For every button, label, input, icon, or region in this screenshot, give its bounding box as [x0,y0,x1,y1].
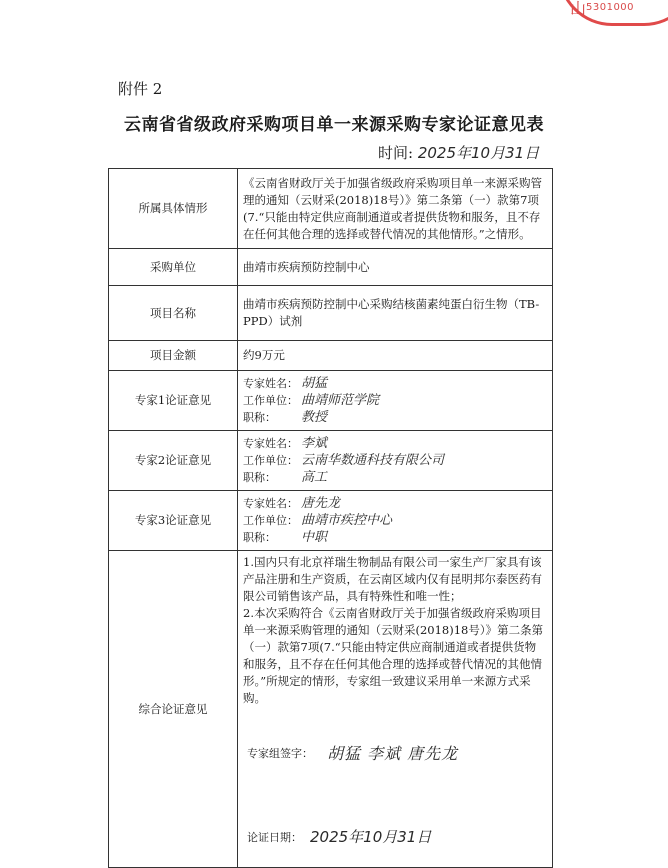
review-date-line [247,829,431,846]
time-label: 时间: [378,144,414,162]
opinion-form-table [108,168,553,868]
expert2-unit-key: 工作单位： [243,454,298,467]
expert1-name-key: 专家姓名： [243,377,298,390]
time-line [378,142,539,163]
expert2-unit: 云南华数通科技有限公司 [301,453,445,468]
project-name-row [109,286,553,341]
amount-label: 项目金额 [109,341,238,371]
unit-label: 采购单位 [109,249,238,286]
expert3-unit-key: 工作单位： [243,514,298,527]
expert3-title: 中职 [301,530,328,545]
expert3-name: 唐先龙 [301,496,341,511]
seal-number: 5301000 [586,2,635,13]
expert2-title: 高工 [301,470,328,485]
situation-text: 《云南省财政厅关于加强省级政府采购项目单一来源采购管理的通知（云财采(2018)18号）》第二条第（一）款第7项(7.“只能由特定供应商制通道或者提供货物和服务，且不存在任何其他合理的选择或替代情况的其他情形。”之情形。 [238,169,553,249]
project-name-label: 项目名称 [109,286,238,341]
expert2-label: 专家2论证意见 [109,431,238,491]
expert3-name-key: 专家姓名： [243,497,298,510]
expert2-title-key: 职称： [243,471,276,484]
expert1-unit-key: 工作单位： [243,394,298,407]
amount-row [109,341,553,371]
expert1-title-key: 职称： [243,411,276,424]
amount-value: 约9万元 [238,341,553,371]
group-signature-line [247,745,458,762]
attachment-label: 附件 2 [118,80,163,98]
summary-content [238,551,553,868]
document-title: 云南省省级政府采购项目单一来源采购专家论证意见表 [124,115,544,135]
situation-row [109,169,553,249]
expert1-unit: 曲靖师范学院 [301,393,380,408]
situation-label: 所属具体情形 [109,169,238,249]
group-signatures: 胡猛 李斌 唐先龙 [327,744,459,763]
review-date: 2025年10月31日 [310,828,432,846]
unit-value: 曲靖市疾病预防控制中心 [238,249,553,286]
expert3-title-key: 职称： [243,531,276,544]
summary-point-1: 1.国内只有北京祥瑞生物制品有限公司一家生产厂家具有该产品注册和生产资质，在云南区域内仅有昆明邦尔泰医药有限公司销售该产品，具有特殊性和唯一性； [243,555,542,603]
expert3-row [109,491,553,551]
expert3-unit: 曲靖市疾控中心 [301,513,393,528]
expert1-row [109,371,553,431]
expert2-name-key: 专家姓名： [243,437,298,450]
summary-label: 综合论证意见 [109,551,238,868]
summary-point-2: 2.本次采购符合《云南省财政厅关于加强省级政府采购项目单一来源采购管理的通知（云财采(2018)18号）》第二条第（一）款第7项(7.“只能由特定供应商制通道或者提供货物和服务，且不存在任何其他合理的选择或替代情况的其他情形。”所规定的情形，专家组一致建议采用单一来源方式采购。 [243,606,544,705]
expert1-label: 专家1论证意见 [109,371,238,431]
expert1-title: 教授 [301,410,328,425]
expert2-name: 李斌 [301,436,328,451]
signature-area [243,707,547,867]
expert1-details [238,371,553,431]
unit-row [109,249,553,286]
project-name-value: 曲靖市疾病预防控制中心采购结核菌素纯蛋白衍生物（TB-PPD）试剂 [238,286,553,341]
seal-character: 山 [570,0,587,18]
expert2-row [109,431,553,491]
time-value: 2025年10月31日 [417,144,540,162]
summary-row [109,551,553,868]
expert3-label: 专家3论证意见 [109,491,238,551]
signature-key: 专家组签字： [247,747,313,760]
expert3-details [238,491,553,551]
expert1-name: 胡猛 [301,376,328,391]
expert2-details [238,431,553,491]
date-key: 论证日期： [247,831,302,844]
